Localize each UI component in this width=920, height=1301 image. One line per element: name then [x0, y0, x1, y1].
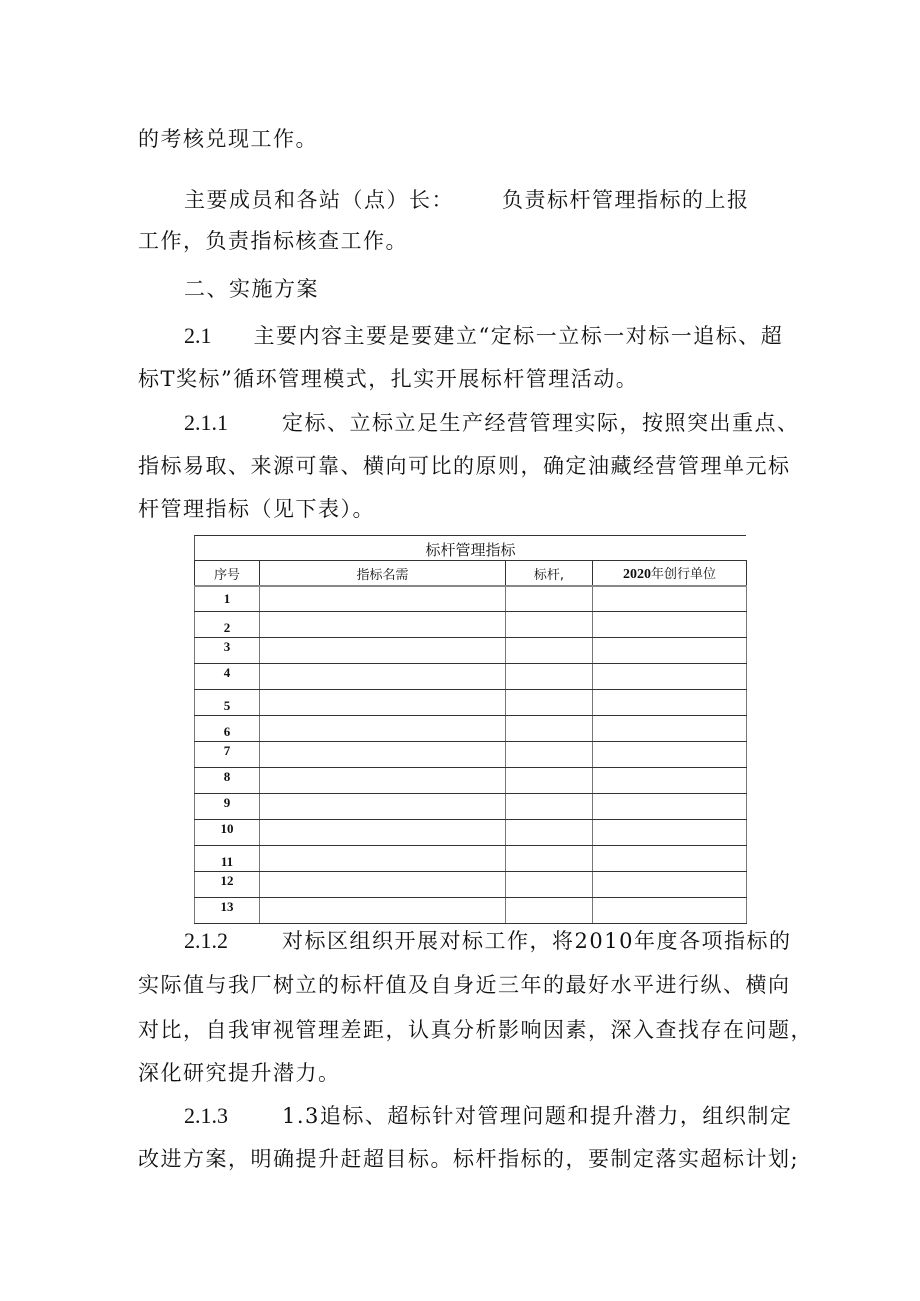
paragraph-line: 改进方案，明确提升赶超目标。标杆指标的，要制定落实超标计划;: [138, 1147, 800, 1171]
paragraph-line: 指标易取、来源可靠、横向可比的原则，确定油藏经营管理单元标: [138, 454, 791, 478]
row-benchmark-cell: [506, 638, 593, 664]
section-2-1-2: [184, 927, 791, 955]
row-benchmark-cell: [506, 690, 593, 716]
section-heading: 二、实施方案: [184, 277, 319, 301]
table-row: [195, 612, 747, 638]
row-unit-cell: [593, 768, 747, 794]
section-2-1-3: [184, 1102, 792, 1130]
header-unit-text: 年创行单位: [650, 567, 716, 582]
members-label: 主要成员和各站（点）长：: [184, 188, 454, 212]
header-unit: [593, 561, 747, 587]
row-unit-cell: [593, 820, 747, 846]
paragraph-line: 标T奖标”循环管理模式，扎实开展标杆管理活动。: [138, 367, 639, 391]
row-unit-cell: [593, 794, 747, 820]
row-name-cell: [260, 768, 506, 794]
table-row: [195, 898, 747, 924]
row-unit-cell: [593, 664, 747, 690]
table-row: [195, 690, 747, 716]
table-row: [195, 768, 747, 794]
table-row: [195, 638, 747, 664]
row-seq: 12: [195, 872, 260, 898]
row-name-cell: [260, 742, 506, 768]
row-benchmark-cell: [506, 612, 593, 638]
paragraph-line: 工作，负责指标核查工作。: [138, 229, 408, 253]
table-row: [195, 846, 747, 872]
section-number: 2.1.2: [184, 928, 228, 953]
row-seq: 7: [195, 742, 260, 768]
table-header-row: [195, 561, 747, 587]
row-benchmark-cell: [506, 872, 593, 898]
row-name-cell: [260, 846, 506, 872]
row-unit-cell: [593, 898, 747, 924]
row-name-cell: [260, 872, 506, 898]
paragraph-line: 深化研究提升潜力。: [138, 1061, 341, 1085]
table-row: [195, 716, 747, 742]
paragraph-line: 实际值与我厂树立的标杆值及自身近三年的最好水平进行纵、横向: [138, 973, 791, 997]
row-benchmark-cell: [506, 716, 593, 742]
members-duty: 负责标杆管理指标的上报: [502, 188, 750, 212]
paragraph-line: 对比，自我审视管理差距，认真分析影响因素，深入查找存在问题，: [138, 1018, 813, 1042]
row-benchmark-cell: [506, 586, 593, 612]
row-name-cell: [260, 898, 506, 924]
section-2-1-1: [184, 409, 800, 437]
table-row: [195, 872, 747, 898]
row-seq: 13: [195, 898, 260, 924]
row-unit-cell: [593, 690, 747, 716]
row-name-cell: [260, 690, 506, 716]
header-seq: 序号: [195, 561, 260, 587]
section-text: 主要内容主要是要建立“定标一立标一对标一追标、超: [253, 324, 784, 348]
row-seq: 6: [195, 716, 260, 742]
row-seq: 2: [195, 612, 260, 638]
section-text: 定标、立标立足生产经营管理实际，按照突出重点、: [282, 411, 800, 435]
row-benchmark-cell: [506, 768, 593, 794]
row-name-cell: [260, 820, 506, 846]
row-unit-cell: [593, 586, 747, 612]
row-seq: 11: [195, 846, 260, 872]
row-seq: 4: [195, 664, 260, 690]
row-unit-cell: [593, 612, 747, 638]
row-benchmark-cell: [506, 742, 593, 768]
benchmark-table: [194, 535, 746, 924]
section-text: 1.3追标、超标针对管理问题和提升潜力，组织制定: [282, 1104, 793, 1128]
row-benchmark-cell: [506, 898, 593, 924]
table-row: [195, 586, 747, 612]
table-title: 标杆管理指标: [194, 535, 746, 560]
row-name-cell: [260, 716, 506, 742]
row-seq: 1: [195, 586, 260, 612]
row-seq: 5: [195, 690, 260, 716]
row-unit-cell: [593, 716, 747, 742]
row-benchmark-cell: [506, 794, 593, 820]
row-unit-cell: [593, 742, 747, 768]
row-name-cell: [260, 612, 506, 638]
table-row: [195, 664, 747, 690]
paragraph-line: 的考核兑现工作。: [138, 127, 318, 151]
table-row: [195, 794, 747, 820]
row-seq: 3: [195, 638, 260, 664]
header-benchmark: 标杆,: [506, 561, 593, 587]
row-seq: 8: [195, 768, 260, 794]
table-row: [195, 742, 747, 768]
row-name-cell: [260, 586, 506, 612]
section-2-1: [184, 322, 783, 350]
row-benchmark-cell: [506, 820, 593, 846]
row-benchmark-cell: [506, 664, 593, 690]
row-unit-cell: [593, 872, 747, 898]
row-name-cell: [260, 794, 506, 820]
paragraph-members: [184, 186, 750, 214]
section-number: 2.1.1: [184, 410, 228, 435]
row-seq: 9: [195, 794, 260, 820]
table-grid: [194, 560, 747, 924]
row-unit-cell: [593, 846, 747, 872]
row-name-cell: [260, 664, 506, 690]
row-seq: 10: [195, 820, 260, 846]
row-unit-cell: [593, 638, 747, 664]
header-unit-year: 2020: [622, 567, 651, 582]
header-name: 指标名需: [260, 561, 506, 587]
section-text: 对标区组织开展对标工作，将2010年度各项指标的: [282, 929, 792, 953]
row-name-cell: [260, 638, 506, 664]
table-row: [195, 820, 747, 846]
row-benchmark-cell: [506, 846, 593, 872]
paragraph-line: 杆管理指标（见下表）。: [138, 497, 375, 521]
section-number: 2.1: [184, 323, 212, 348]
section-number: 2.1.3: [184, 1103, 228, 1128]
